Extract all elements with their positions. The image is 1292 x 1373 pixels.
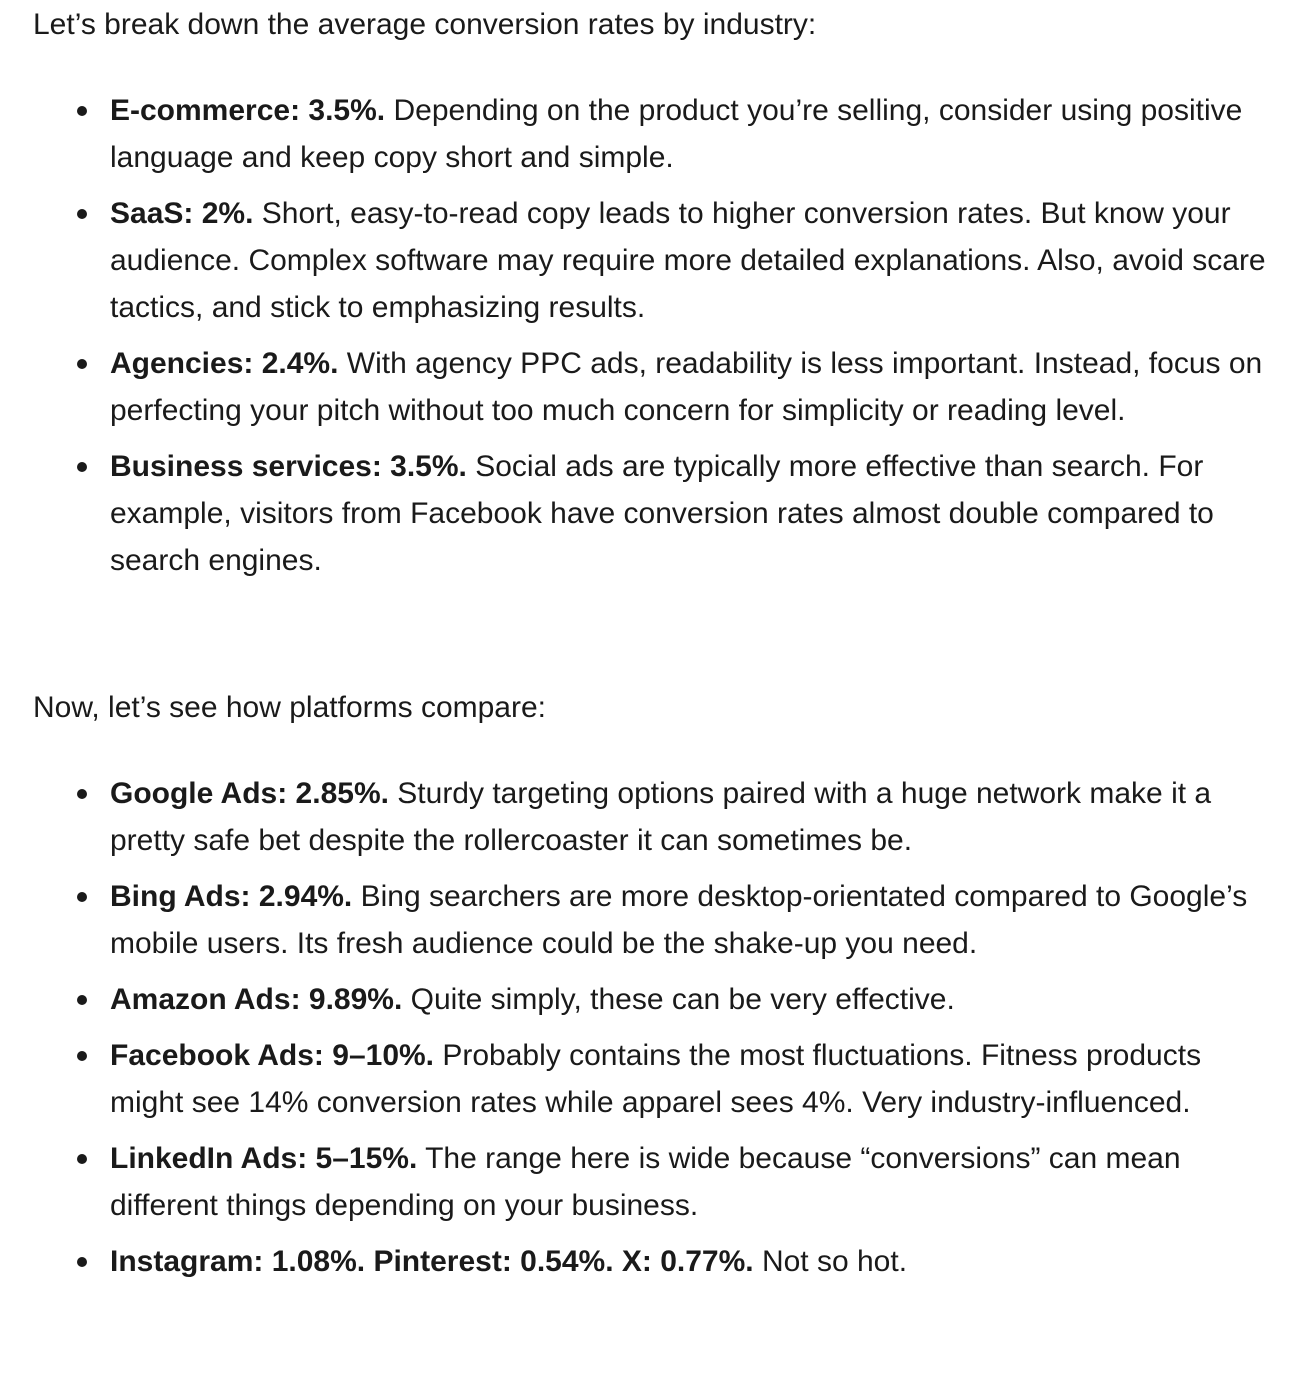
article-body (33, 0, 1273, 1285)
item-lead: LinkedIn Ads: 5–15%. (110, 1142, 418, 1175)
bullet-icon (77, 1051, 87, 1061)
item-text: Quite simply, these can be very effective. (402, 983, 955, 1016)
item-lead: Facebook Ads: 9–10%. (110, 1039, 435, 1072)
bullet-icon (77, 892, 87, 902)
list-item (33, 1032, 1273, 1126)
item-lead: SaaS: 2%. (110, 197, 254, 230)
item-lead: E-commerce: 3.5%. (110, 94, 386, 127)
item-lead: Agencies: 2.4%. (110, 347, 339, 380)
item-lead: Bing Ads: 2.94%. (110, 880, 353, 913)
bullet-icon (77, 789, 87, 799)
item-text: With agency PPC ads, readability is less important. Instead, focus on perfecting your pitch without too much concern for simplicity or reading level. (110, 347, 1263, 427)
bullet-icon (77, 359, 87, 369)
list-item (33, 873, 1273, 967)
item-text: Short, easy-to-read copy leads to higher conversion rates. But know your audience. Complex software may require more detailed explanations. Also, avoid scare tactics, and stick to emphasizing results. (110, 197, 1266, 324)
list-item (33, 770, 1273, 864)
list-item (33, 443, 1273, 584)
bullet-icon (77, 106, 87, 116)
item-lead: Google Ads: 2.85%. (110, 777, 389, 810)
bullet-icon (77, 1154, 87, 1164)
item-text: Not so hot. (753, 1245, 908, 1278)
list-item (33, 190, 1273, 331)
industry-intro: Let’s break down the average conversion rates by industry: (33, 8, 817, 41)
item-text: The range here is wide because “conversions” can mean different things depending on your business. (110, 1142, 1181, 1222)
bullet-icon (77, 209, 87, 219)
item-text: Depending on the product you’re selling, consider using positive language and keep copy short and simple. (110, 94, 1243, 174)
list-item (33, 976, 1273, 1023)
industry-list (33, 87, 1273, 584)
bullet-icon (77, 995, 87, 1005)
bullet-icon (77, 462, 87, 472)
item-lead: Instagram: 1.08%. Pinterest: 0.54%. X: 0.77%. (110, 1245, 754, 1278)
item-text: Probably contains the most fluctuations. Fitness products might see 14% conversion rates while apparel sees 4%. Very industry-influenced. (110, 1039, 1202, 1119)
item-lead: Amazon Ads: 9.89%. (110, 983, 403, 1016)
item-lead: Business services: 3.5%. (110, 450, 467, 483)
list-item (33, 1135, 1273, 1229)
platform-intro: Now, let’s see how platforms compare: (33, 691, 547, 724)
bullet-icon (77, 1257, 87, 1267)
platform-list (33, 770, 1273, 1285)
list-item (33, 87, 1273, 181)
list-item (33, 340, 1273, 434)
item-text: Sturdy targeting options paired with a huge network make it a pretty safe bet despite the rollercoaster it can sometimes be. (110, 777, 1212, 857)
list-item (33, 1238, 1273, 1285)
item-text: Bing searchers are more desktop-orientated compared to Google’s mobile users. Its fresh audience could be the shake-up you need. (110, 880, 1248, 960)
item-text: Social ads are typically more effective than search. For example, visitors from Facebook have conversion rates almost double compared to search engines. (110, 450, 1214, 577)
